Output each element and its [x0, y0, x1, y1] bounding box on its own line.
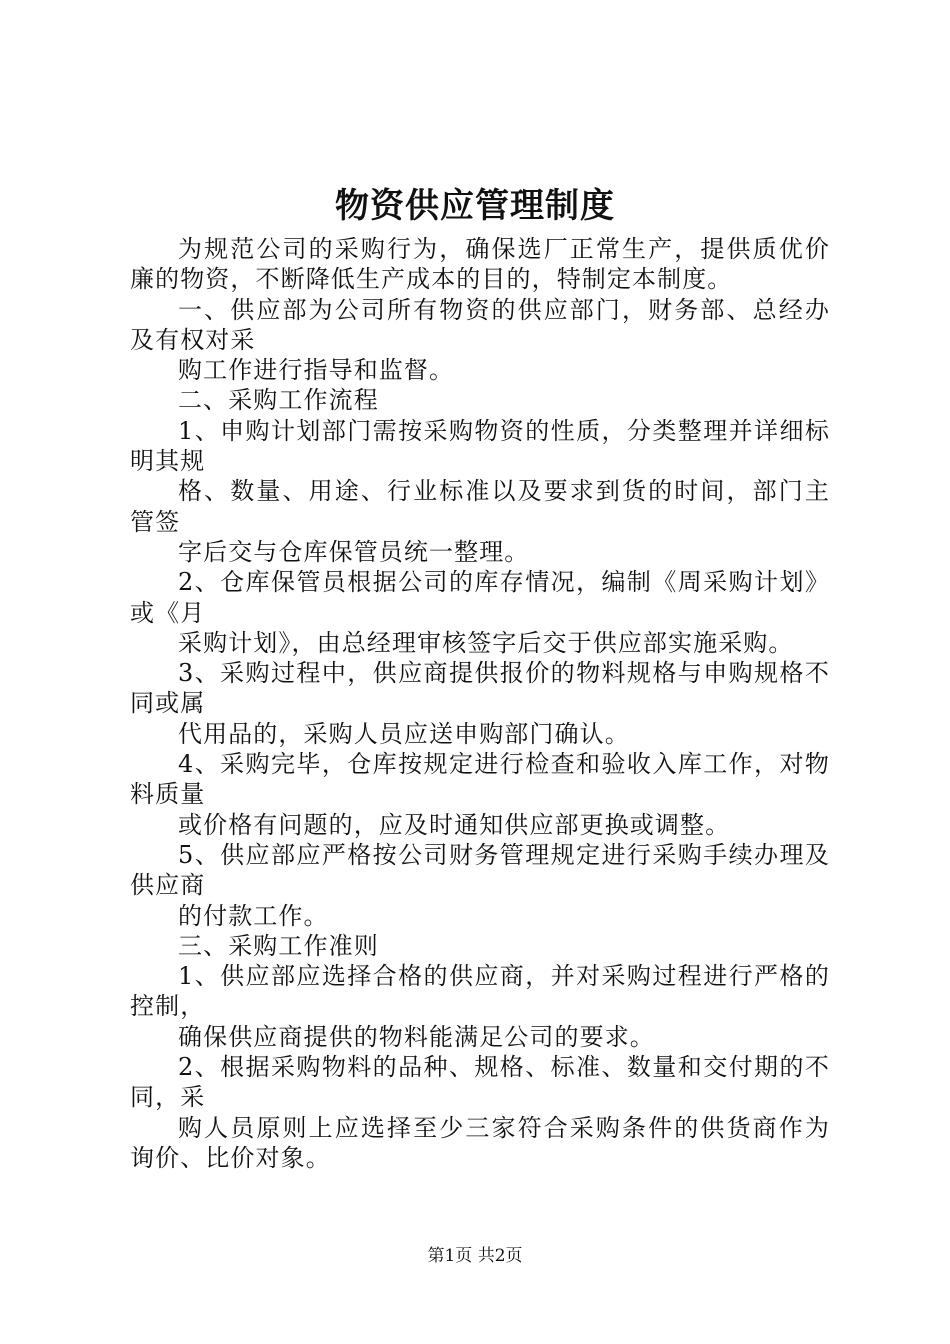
paragraph-line: 3、采购过程中，供应商提供报价的物料规格与申购规格不: [178, 659, 830, 688]
paragraph-line: 购人员原则上应选择至少三家符合采购条件的供货商作为: [178, 1113, 830, 1142]
paragraph-line: 4、采购完毕，仓库按规定进行检查和验收入库工作，对物: [178, 750, 830, 779]
paragraph-line: 管签: [130, 507, 181, 536]
section-heading: 三、采购工作准则: [178, 931, 379, 960]
section-heading: 二、采购工作流程: [178, 386, 379, 415]
paragraph-line: 及有权对采: [130, 325, 256, 354]
paragraph-line: 采购计划》，由总经理审核签字后交于供应部实施采购。: [178, 628, 794, 657]
paragraph-line: 廉的物资，不断降低生产成本的目的，特制定本制度。: [130, 265, 733, 294]
document-title: 物资供应管理制度: [335, 186, 615, 226]
paragraph-line: 料质量: [130, 780, 206, 809]
paragraph-line: 同，采: [130, 1083, 206, 1112]
paragraph-line: 的付款工作。: [178, 901, 329, 930]
paragraph-line: 确保供应商提供的物料能满足公司的要求。: [178, 1022, 655, 1051]
paragraph-line: 格、数量、用途、行业标准以及要求到货的时间，部门主: [178, 477, 830, 506]
paragraph-line: 字后交与仓库保管员统一整理。: [178, 537, 530, 566]
paragraph-line: 供应商: [130, 871, 206, 900]
paragraph-line: 购工作进行指导和监督。: [178, 356, 455, 385]
paragraph-line: 2、仓库保管员根据公司的库存情况，编制《周采购计划》: [178, 568, 830, 597]
paragraph-line: 代用品的，采购人员应送申购部门确认。: [178, 719, 630, 748]
paragraph-line: 1、供应部应选择合格的供应商，并对采购过程进行严格的: [178, 962, 830, 991]
paragraph-line: 1、申购计划部门需按采购物资的性质，分类整理并详细标: [178, 416, 830, 445]
paragraph-line: 5、供应部应严格按公司财务管理规定进行采购手续办理及: [178, 840, 830, 869]
paragraph-line: 同或属: [130, 689, 206, 718]
page-footer: 第1页 共2页: [427, 1246, 523, 1266]
paragraph-line: 明其规: [130, 447, 206, 476]
paragraph-line: 2、根据采购物料的品种、规格、标准、数量和交付期的不: [178, 1053, 830, 1082]
paragraph-line: 一、供应部为公司所有物资的供应部门，财务部、总经办: [178, 295, 830, 324]
paragraph-line: 为规范公司的采购行为，确保选厂正常生产，提供质优价: [178, 235, 830, 263]
paragraph-line: 控制，: [130, 992, 206, 1021]
paragraph-line: 或价格有问题的，应及时通知供应部更换或调整。: [178, 810, 731, 839]
document-body: [130, 234, 830, 1173]
paragraph-line: 询价、比价对象。: [130, 1143, 331, 1172]
paragraph-line: 或《月: [130, 598, 206, 627]
